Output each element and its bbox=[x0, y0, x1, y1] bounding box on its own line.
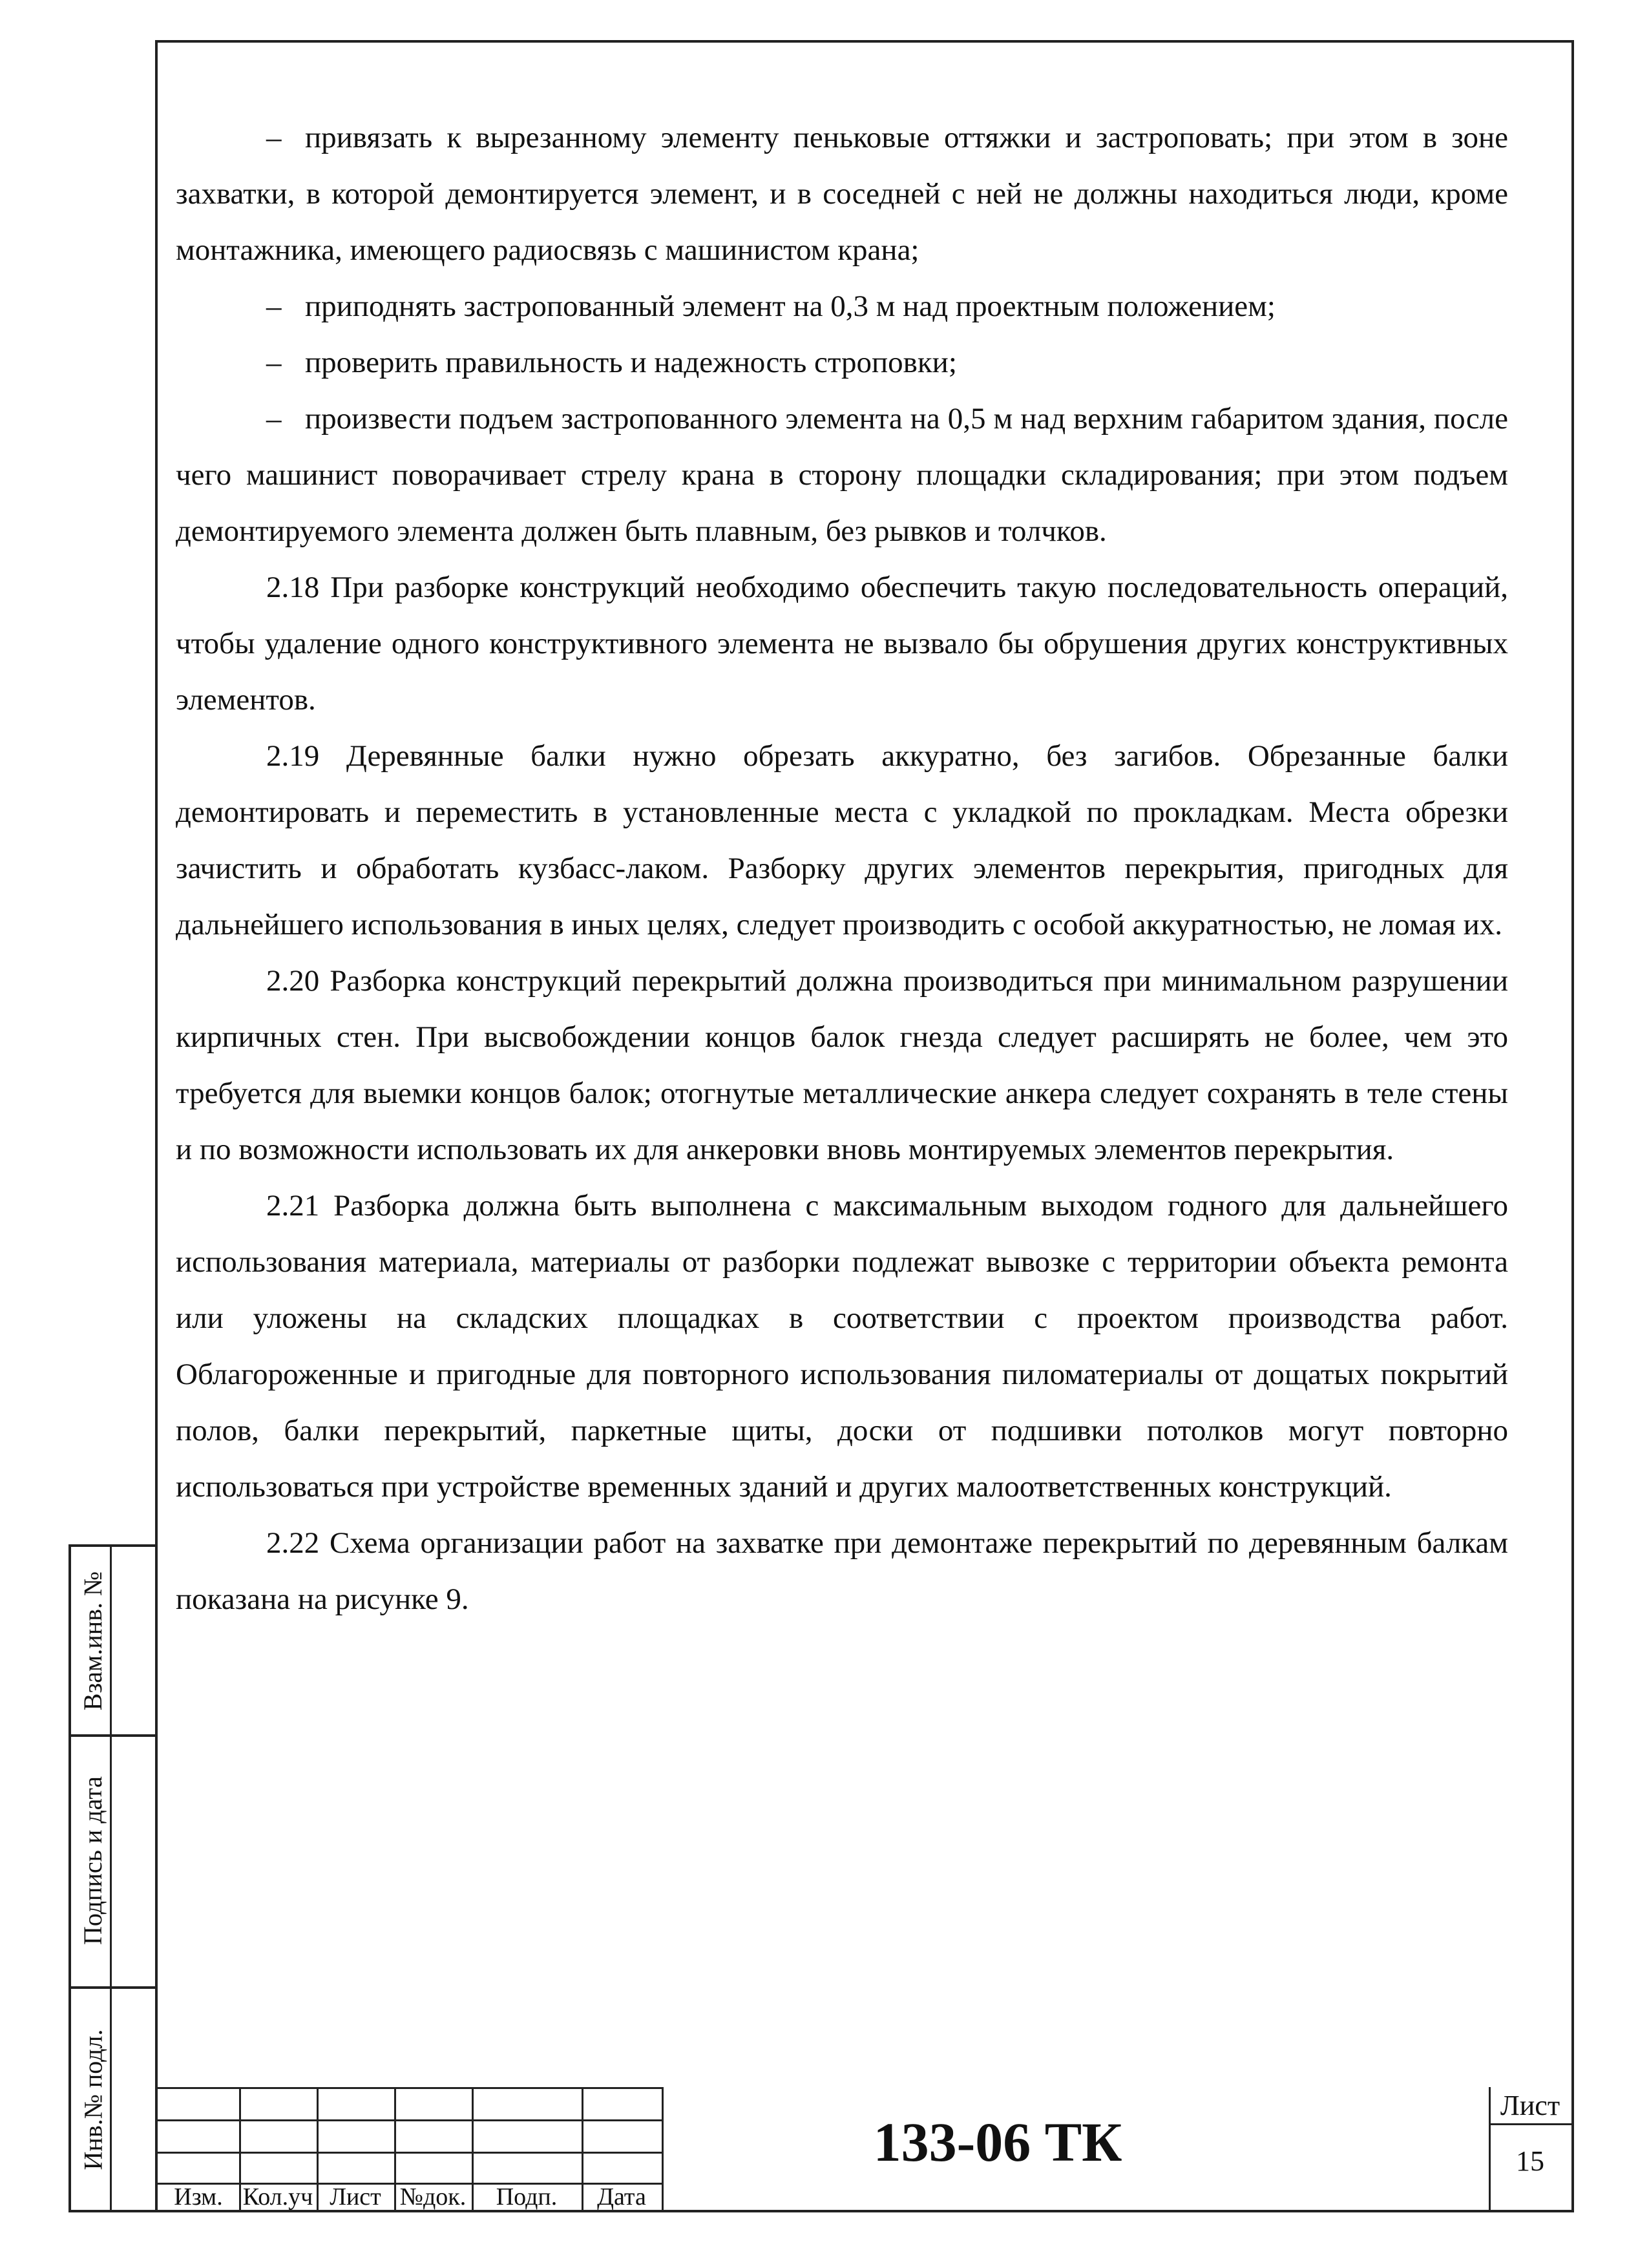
col-podp: Подп. bbox=[496, 2183, 558, 2210]
inv-podl-label: Инв.№ подл. bbox=[78, 2029, 108, 2170]
paragraph-2-20: 2.20 Разборка конструкций перекрытий должна производиться при минимальном разрушении кирпичных стен. При высвобождении концов балок гнезда следует расширять не более, чем это требуется для выемки концов балок; отогнутые металлические анкера следует сохранять в теле стены и по возможности использовать их для анкеровки вновь монтируемых элементов перекрытия. bbox=[176, 964, 1508, 1166]
podpis-data-label: Подпись и дата bbox=[78, 1776, 108, 1945]
paragraph-2-18: 2.18 При разборке конструкций необходимо обеспечить такую последовательность операций, чтобы удаление одного конструктивного элемента не вызвало бы обрушения других конструктивных элементов. bbox=[176, 571, 1508, 717]
dash-item: – привязать к вырезанному элементу пеньковые оттяжки и застроповать; при этом в зоне захватки, в которой демонтируется элемент, и в соседней с ней не должны находиться люди, кроме монтажника, имеющего радиосвязь с машинистом крана; bbox=[176, 110, 1508, 278]
side-stamp-strip bbox=[68, 1544, 158, 2212]
sheet-label: Лист bbox=[1500, 2090, 1560, 2121]
paragraph-2-21: 2.21 Разборка должна быть выполнена с максимальным выходом годного для дальнейшего использования материала, материалы от разборки подлежат вывозке с территории объекта ремонта или уложены на складских площадках в соответствии с проектом производства работ. Облагороженные и пригодные для повторного использования пиломатериалы от дощатых покрытий полов, балки перекрытий, паркетные щиты, доски от подшивки потолков могут повторно использоваться при устройстве временных зданий и других малоответственных конструкций. bbox=[176, 1189, 1508, 1504]
col-izm: Изм. bbox=[174, 2183, 223, 2210]
col-list: Лист bbox=[330, 2183, 381, 2210]
dash-item: – приподнять застропованный элемент на 0,3 м над проектным положением; bbox=[176, 278, 1508, 335]
dash-item: – произвести подъем застропованного элемента на 0,5 м над верхним габаритом здания, после чего машинист поворачивает стрелу крана в сторону площадки складирования; при этом подъем демонтируемого элемента должен быть плавным, без рывков и толчков. bbox=[176, 391, 1508, 560]
document-code: 133-06 ТК bbox=[873, 2111, 1122, 2173]
paragraph-2-19: 2.19 Деревянные балки нужно обрезать аккуратно, без загибов. Обрезанные балки демонтировать и переместить в установленные места с укладкой по прокладкам. Места обрезки зачистить и обработать кузбасс-лаком. Разборку других элементов перекрытия, пригодных для дальнейшего использования в иных целях, следует производить с особой аккуратностью, не ломая их. bbox=[176, 739, 1508, 941]
col-kol-uch: Кол.уч bbox=[242, 2183, 313, 2210]
dash-item: – проверить правильность и надежность строповки; bbox=[176, 335, 1508, 391]
paragraph-2-22: 2.22 Схема организации работ на захватке при демонтаже перекрытий по деревянным балкам показана на рисунке 9. bbox=[176, 1526, 1508, 1616]
vzam-inv-label: Взам.инв. № bbox=[78, 1571, 108, 1710]
title-block bbox=[158, 2087, 1571, 2210]
body-text bbox=[176, 110, 1508, 1628]
col-ndok: №док. bbox=[399, 2183, 467, 2210]
col-data: Дата bbox=[597, 2183, 646, 2210]
sheet-number: 15 bbox=[1516, 2145, 1544, 2177]
